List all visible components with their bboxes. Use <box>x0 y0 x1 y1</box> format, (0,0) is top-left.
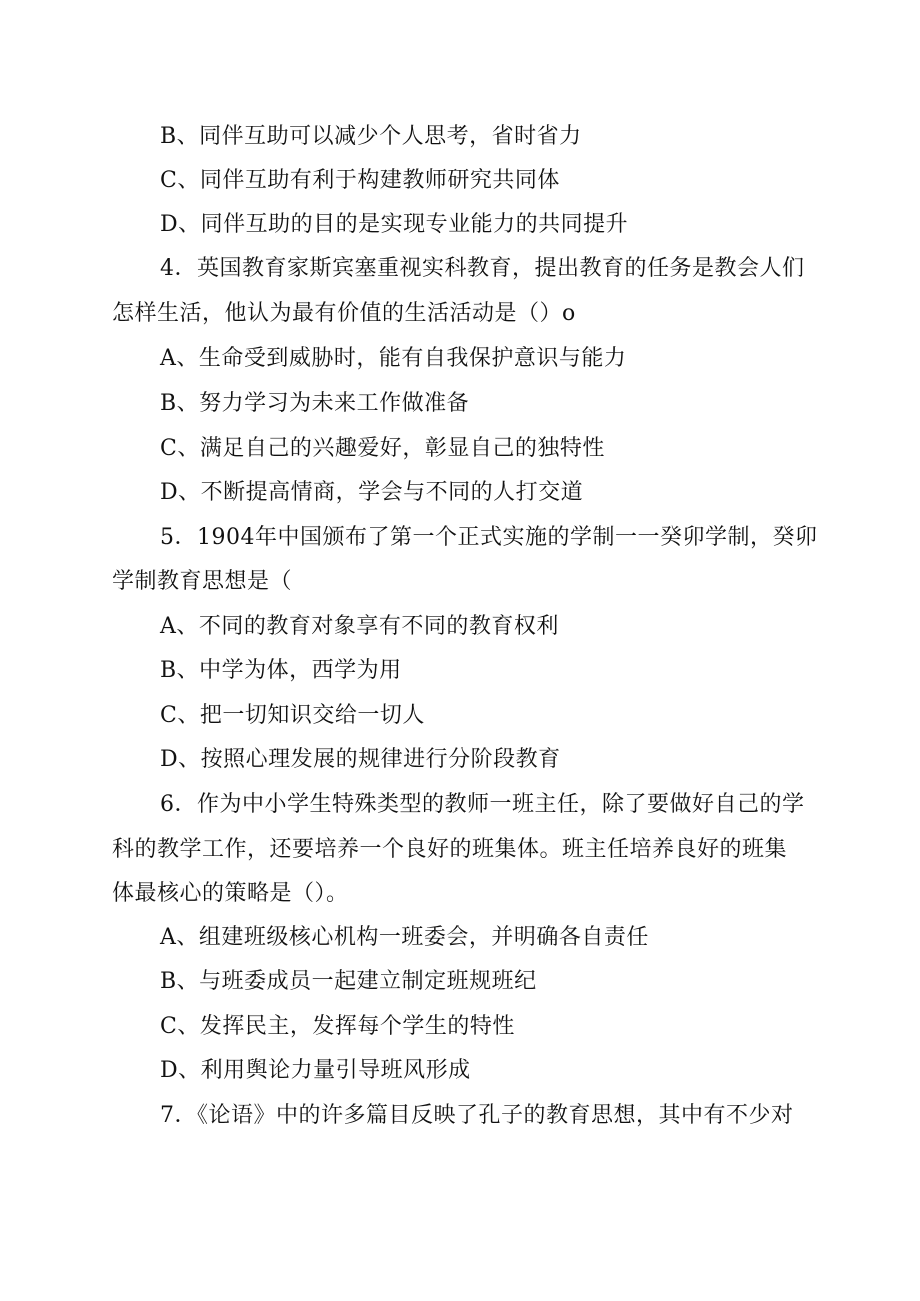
q6-option-b: B、与班委成员一起建立制定班规班纪 <box>160 969 537 994</box>
q6-option-a: A、组建班级核心机构一班委会，并明确各自责任 <box>160 925 649 950</box>
q5-stem-line-2: 学制教育思想是（ <box>112 569 293 594</box>
q5-option-b: B、中学为体，西学为用 <box>160 658 402 683</box>
q5-option-d: D、按照心理发展的规律进行分阶段教育 <box>160 747 561 772</box>
q4-option-b: B、努力学习为未来工作做准备 <box>160 391 470 416</box>
q4-option-d: D、不断提高情商，学会与不同的人打交道 <box>160 480 584 505</box>
q4-stem-line-2: 怎样生活，他认为最有价值的生活活动是（）o <box>112 301 576 326</box>
q4-option-c: C、满足自己的兴趣爱好，彰显自己的独特性 <box>160 436 605 461</box>
q5-option-a: A、不同的教育对象享有不同的教育权利 <box>160 614 559 639</box>
q4-stem-line-1: 4．英国教育家斯宾塞重视实科教育，提出教育的任务是教会人们 <box>160 256 805 281</box>
q3-option-c: C、同伴互助有利于构建教师研究共同体 <box>160 168 560 193</box>
q6-stem-line-3: 体最核心的策略是（）。 <box>112 881 349 906</box>
q3-option-d: D、同伴互助的目的是实现专业能力的共同提升 <box>160 212 629 237</box>
q6-option-c: C、发挥民主，发挥每个学生的特性 <box>160 1014 515 1039</box>
q6-option-d: D、利用舆论力量引导班风形成 <box>160 1058 471 1083</box>
q4-option-a: A、生命受到威胁时，能有自我保护意识与能力 <box>160 346 627 371</box>
q7-stem-line-1: 7．《论语》中的许多篇目反映了孔子的教育思想，其中有不少对 <box>160 1103 794 1128</box>
q3-option-b: B、同伴互助可以减少个人思考，省时省力 <box>160 124 582 149</box>
q5-stem-line-1: 5．1904年中国颁布了第一个正式实施的学制一一癸卯学制，癸卯 <box>160 525 818 550</box>
q6-stem-line-1: 6．作为中小学生特殊类型的教师一班主任，除了要做好自己的学 <box>160 792 805 817</box>
q5-option-c: C、把一切知识交给一切人 <box>160 703 425 728</box>
q6-stem-line-2: 科的教学工作，还要培养一个良好的班集体。班主任培养良好的班集 <box>112 837 788 862</box>
